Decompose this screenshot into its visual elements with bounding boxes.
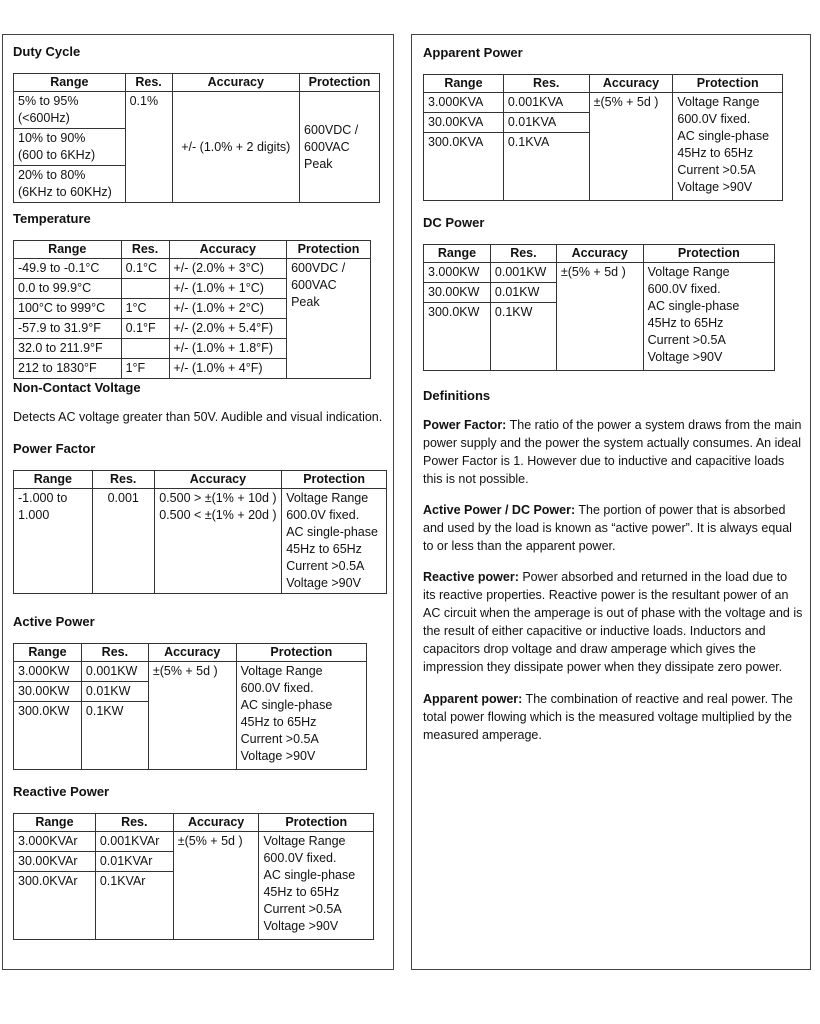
col-header-range: Range (14, 241, 122, 259)
accuracy-cell: ±(5% + 5d ) (148, 662, 236, 770)
accuracy-cell: 0.500 > ±(1% + 10d ) 0.500 < ±(1% + 20d ) (154, 489, 282, 594)
col-header-protection: Protection (673, 75, 783, 93)
definition-active-power: Active Power / DC Power: The portion of power that is absorbed and used by the load is known as “active power”. It is always equal to or less than the apparent power. (423, 503, 792, 553)
range-cell: 3.000KW (424, 263, 491, 283)
non-contact-text: Detects AC voltage greater than 50V. Audible and visual indication. (13, 410, 383, 424)
col-header-range: Range (14, 74, 126, 92)
accuracy-cell: ±(5% + 5d ) (173, 832, 259, 940)
res-cell: 0.1KVAr (95, 872, 173, 940)
temperature-title: Temperature (13, 211, 91, 226)
definitions-title: Definitions (423, 388, 491, 403)
range-cell: 300.0KVAr (14, 872, 96, 940)
active-power-table (13, 643, 367, 770)
power-factor-table (13, 470, 387, 594)
col-header-accuracy: Accuracy (173, 814, 259, 832)
range-cell: -1.000 to 1.000 (14, 489, 93, 594)
res-cell: 0.1KW (81, 702, 148, 770)
reactive-power-table (13, 813, 374, 940)
accuracy-cell: +/- (1.0% + 2 digits) (172, 92, 300, 203)
col-header-protection: Protection (259, 814, 374, 832)
res-cell: 0.001KW (81, 662, 148, 682)
non-contact-title: Non-Contact Voltage (13, 380, 141, 395)
res-cell: 1°F (121, 359, 169, 379)
col-header-accuracy: Accuracy (556, 245, 643, 263)
res-cell: 0.1% (125, 92, 172, 203)
apparent-power-table (423, 74, 783, 201)
col-header-res: Res. (490, 245, 556, 263)
reactive-power-title: Reactive Power (13, 784, 110, 799)
res-cell: 0.01KW (490, 283, 556, 303)
table-row (424, 93, 783, 113)
res-cell: 0.1KVA (503, 133, 589, 201)
col-header-protection: Protection (282, 471, 387, 489)
res-cell: 0.01KW (81, 682, 148, 702)
range-cell: 10% to 90% (600 to 6KHz) (14, 129, 126, 166)
table-row (14, 662, 367, 682)
range-cell: 30.00KVA (424, 113, 504, 133)
res-cell (121, 339, 169, 359)
dc-power-table (423, 244, 775, 371)
apparent-power-title: Apparent Power (423, 45, 523, 60)
range-cell: 300.0KW (14, 702, 82, 770)
power-factor-title: Power Factor (13, 441, 96, 456)
res-cell: 0.1°F (121, 319, 169, 339)
table-row (424, 263, 775, 283)
range-cell: 100°C to 999°C (14, 299, 122, 319)
accuracy-cell: +/- (1.0% + 1°C) (169, 279, 287, 299)
col-header-res: Res. (125, 74, 172, 92)
col-header-res: Res. (503, 75, 589, 93)
range-cell: 32.0 to 211.9°F (14, 339, 122, 359)
col-header-protection: Protection (300, 74, 380, 92)
res-cell (121, 279, 169, 299)
protection-cell: Voltage Range 600.0V fixed. AC single-phase 45Hz to 65Hz Current >0.5A Voltage >90V (643, 263, 774, 371)
col-header-protection: Protection (643, 245, 774, 263)
range-cell: 3.000KVA (424, 93, 504, 113)
col-header-accuracy: Accuracy (154, 471, 282, 489)
active-power-title: Active Power (13, 614, 95, 629)
col-header-res: Res. (95, 814, 173, 832)
accuracy-cell: ±(5% + 5d ) (589, 93, 673, 201)
range-cell: 20% to 80% (6KHz to 60KHz) (14, 166, 126, 203)
range-cell: 300.0KW (424, 303, 491, 371)
col-header-protection: Protection (287, 241, 371, 259)
res-cell: 0.1°C (121, 259, 169, 279)
accuracy-cell: ±(5% + 5d ) (556, 263, 643, 371)
protection-cell: Voltage Range 600.0V fixed. AC single-phase 45Hz to 65Hz Current >0.5A Voltage >90V (673, 93, 783, 201)
col-header-range: Range (14, 471, 93, 489)
accuracy-cell: +/- (2.0% + 5.4°F) (169, 319, 287, 339)
res-cell: 0.001KVA (503, 93, 589, 113)
accuracy-cell: +/- (1.0% + 1.8°F) (169, 339, 287, 359)
definition-power-factor: Power Factor: The ratio of the power a system draws from the main power supply and the power the system actually consumes. An ideal Power Factor is 1. However due to inductive and capacitive loads this is not possible. (423, 418, 802, 486)
col-header-res: Res. (81, 644, 148, 662)
range-cell: 300.0KVA (424, 133, 504, 201)
res-cell: 0.001KVAr (95, 832, 173, 852)
dc-power-title: DC Power (423, 215, 485, 230)
accuracy-cell: +/- (2.0% + 3°C) (169, 259, 287, 279)
accuracy-cell: +/- (1.0% + 2°C) (169, 299, 287, 319)
col-header-range: Range (14, 814, 96, 832)
table-row (14, 832, 374, 852)
table-row (14, 259, 371, 279)
range-cell: 3.000KW (14, 662, 82, 682)
table-row (14, 92, 380, 129)
accuracy-cell: +/- (1.0% + 4°F) (169, 359, 287, 379)
col-header-accuracy: Accuracy (589, 75, 673, 93)
col-header-accuracy: Accuracy (148, 644, 236, 662)
definition-reactive-power: Reactive power: Power absorbed and returned in the load due to its reactive properties. Reactive power is the resultant power of an AC circuit when the amperage is out of phase with the voltage and is the result of either capacitive or inductive loads. Inductors and capacitors drop voltage and draw amperage which gives the impression they dissipate power when they dissipate zero power. (423, 570, 803, 674)
res-cell: 0.01KVA (503, 113, 589, 133)
res-cell: 0.001KW (490, 263, 556, 283)
protection-cell: 600VDC / 600VAC Peak (287, 259, 371, 379)
protection-cell: Voltage Range 600.0V fixed. AC single-phase 45Hz to 65Hz Current >0.5A Voltage >90V (259, 832, 374, 940)
range-cell: -49.9 to -0.1°C (14, 259, 122, 279)
col-header-range: Range (424, 245, 491, 263)
definition-apparent-power: Apparent power: The combination of reactive and real power. The total power flowing which is the measured voltage multiplied by the measured amperage. (423, 692, 793, 742)
temperature-table (13, 240, 371, 379)
res-cell: 0.1KW (490, 303, 556, 371)
range-cell: 30.00KVAr (14, 852, 96, 872)
col-header-accuracy: Accuracy (169, 241, 287, 259)
range-cell: 30.00KW (424, 283, 491, 303)
res-cell: 1°C (121, 299, 169, 319)
col-header-res: Res. (92, 471, 154, 489)
res-cell: 0.001 (92, 489, 154, 594)
protection-cell: Voltage Range 600.0V fixed. AC single-phase 45Hz to 65Hz Current >0.5A Voltage >90V (282, 489, 387, 594)
col-header-protection: Protection (236, 644, 366, 662)
duty-cycle-table (13, 73, 380, 203)
duty-cycle-title: Duty Cycle (13, 44, 81, 59)
range-cell: -57.9 to 31.9°F (14, 319, 122, 339)
res-cell: 0.01KVAr (95, 852, 173, 872)
col-header-res: Res. (121, 241, 169, 259)
col-header-range: Range (14, 644, 82, 662)
range-cell: 3.000KVAr (14, 832, 96, 852)
range-cell: 30.00KW (14, 682, 82, 702)
range-cell: 0.0 to 99.9°C (14, 279, 122, 299)
table-row (14, 489, 387, 594)
range-cell: 5% to 95% (<600Hz) (14, 92, 126, 129)
col-header-accuracy: Accuracy (172, 74, 300, 92)
col-header-range: Range (424, 75, 504, 93)
protection-cell: 600VDC / 600VAC Peak (300, 92, 380, 203)
protection-cell: Voltage Range 600.0V fixed. AC single-phase 45Hz to 65Hz Current >0.5A Voltage >90V (236, 662, 366, 770)
range-cell: 212 to 1830°F (14, 359, 122, 379)
